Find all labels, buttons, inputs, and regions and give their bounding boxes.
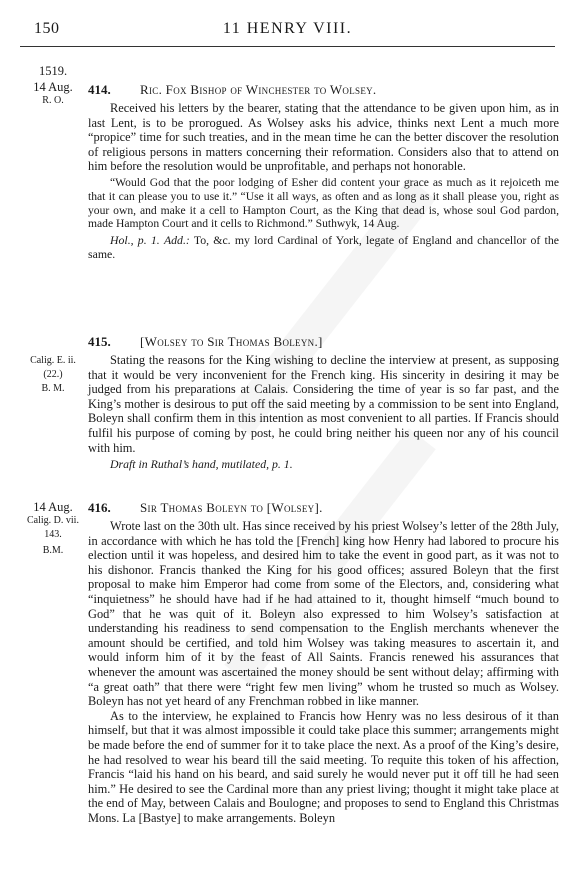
entry-number: 414.	[88, 82, 111, 97]
note-text: Draft in Ruthal’s hand, mutilated, p. 1.	[110, 457, 293, 472]
entry-415	[26, 334, 561, 484]
paragraph: Received his letters by the bearer, stating that the attendance to be given upon him, as in last Lent, is to be prorogued. As Wolsey asks his advice, thinks next Lent a much more “propice” time for such treaties, and in the mean time he can the better discover the resolution of religious persons in matters concerning their reformation. Considers also that to attend on him before the resolution would be unprofitable, and perhaps not honorable.	[88, 101, 559, 174]
entry-title: [Wolsey to Sir Thomas Boleyn.]	[140, 334, 323, 349]
source-ref-number: (22.)	[43, 369, 63, 380]
entry-416	[26, 500, 561, 885]
page-number: 150	[34, 20, 60, 37]
entry-number: 416.	[88, 500, 111, 515]
margin-notes	[26, 500, 80, 558]
paragraph: Wrote last on the 30th ult. Has since received by his priest Wolsey’s letter of the 28th July, in accordance with which he has told the [French] king how Henry had labored to procure his election until it was hopeless, and desired him to take the event in good part, as it was not to his dishonor. Francis thanked the King for his good offices; assured Boleyn that the first proposal to make him Emperor had come from some of the Electors, and, considering what “inquietness” he should have had if he had attained to it, thought himself “much bound to God” that he was quit of it. Boleyn also expressed to him Wolsey’s satisfaction at understanding his readiness to send compensation to the English merchants whenever the amount should be certified, and told him Wolsey was taking measures to ascertain it, and would inform him of it by the feast of All Saints. Francis renewed his assurances that whenever the amount was ascertained the money should be sent without delay; affirming with “a great oath” that there were “right few men living” whom he trusted so much as Wolsey. Boleyn has not yet heard of any Frenchman robbed in like manner.	[88, 519, 559, 709]
entry-note	[88, 233, 559, 261]
year: 1519.	[38, 64, 68, 78]
source-ref: Calig. D. vii.	[27, 515, 79, 526]
entry-body	[88, 82, 559, 261]
note-add-label: Add.:	[163, 233, 190, 248]
running-title: 11 HENRY VIII.	[222, 20, 353, 37]
source-ref: R. O.	[42, 95, 64, 106]
margin-notes	[26, 64, 80, 108]
paragraph: As to the interview, he explained to Francis how Henry was no less desirous of it than himself, but that it was almost impossible it could take place this summer; arrangements might be made before the end of summer for it to take place the next. As a proof of the King’s desire, he had resolved to wear his beard till the said meeting. To requite this token of his affection, Francis “laid his hand on his beard, and said surely he would never put it off till he had seen him.” He desired to see the Cardinal more than any priest living; thought it might take place at the end of May, between Calais and Boulogne; and proposes to send to England this Christmas Mons. La [Bastye] to make arrangements. Boleyn	[88, 708, 559, 825]
margin-notes	[26, 354, 80, 396]
entry-number: 415.	[88, 334, 111, 349]
entry-note	[88, 457, 559, 471]
entry-414	[26, 64, 561, 316]
date: 14 Aug.	[33, 80, 73, 94]
source-ref: Calig. E. ii.	[30, 355, 76, 366]
source-ref-number: 143.	[44, 529, 62, 540]
entry-heading	[88, 500, 559, 516]
entry-body	[88, 500, 559, 825]
page-header	[20, 20, 555, 44]
entry-body	[88, 334, 559, 471]
quotation: “Would God that the poor lodging of Esher did content your grace as much as it rejoiceth me that it can please you to use it.” “Use it all ways, as often and as long as it shall please you, right as your own, and make it a cell to Hampton Court, as the King that dead is, whose soul God pardon, made Hampton Court and it cells to Richmond.” Suthwyk, 14 Aug.	[88, 175, 559, 231]
source-ref-library: B. M.	[41, 383, 65, 394]
header-rule	[20, 46, 555, 47]
date: 14 Aug.	[33, 500, 73, 514]
entry-heading	[88, 82, 559, 98]
entry-heading	[88, 334, 559, 350]
note-label: Hol., p. 1.	[110, 233, 160, 248]
entry-title: Ric. Fox Bishop of Winchester to Wolsey.	[140, 82, 377, 97]
source-ref-library: B.M.	[42, 545, 64, 556]
entry-title: Sir Thomas Boleyn to [Wolsey].	[140, 500, 323, 515]
note-text: To, &c. my lord Cardinal of York, legate of England and chancellor of the same.	[88, 233, 559, 262]
paragraph: Stating the reasons for the King wishing to decline the interview at present, as supposing that it would be very inconvenient for the French king. His sincerity in desiring it may be judged from his preparations at Calais. Considering the time of year is so far past, and the King’s mother is desirous to put off the said meeting by a commission to be sent into England, Boleyn shall confirm them in this intention as most convenient to all parties. If Francis should fulfil his purpose of coming by post, he could bring neither his queen nor any of his council with him.	[88, 353, 559, 455]
